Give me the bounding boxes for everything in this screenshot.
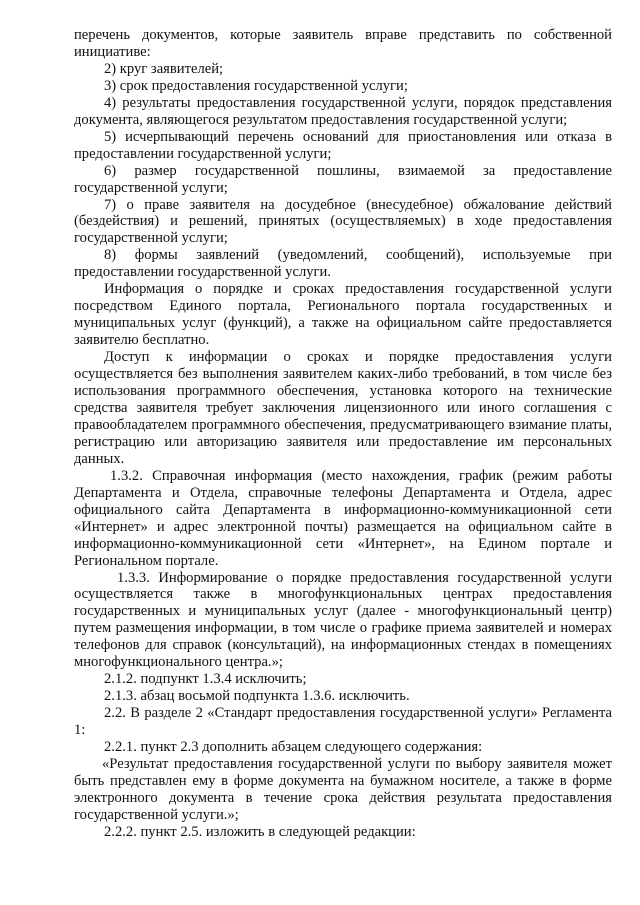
list-item-applicants: 2) круг заявителей; xyxy=(104,60,224,77)
paragraph-portal-information: Информация о порядке и сроках предоставления государственной услуги посредством Единого портала, Регионального портала государственных и муниципальных услуг (функций), а также на официальном сайте предоставляется заявителю бесплатно. xyxy=(74,281,612,349)
list-item-appeal-right: 7) о праве заявителя на досудебное (внесудебное) обжалование действий (бездействия) и решений, принятых (осуществляемых) в ходе предоставления государственной услуги; xyxy=(74,196,612,247)
paragraph-information-access: Доступ к информации о сроках и порядке предоставления услуги осуществляется без выполнения заявителем каких-либо требований, в том числе без использования программного обеспечения, установка которого на технические средства заявителя требует заключения лицензионного или иного соглашения с правообладателем программного обеспечения, предусматривающего взимание платы, регистрацию или авторизацию заявителя или предоставление им персональных данных. xyxy=(74,349,612,467)
paragraph-2-1-2: 2.1.2. подпункт 1.3.4 исключить; xyxy=(104,671,307,688)
paragraph-result-quote: «Результат предоставления государственной услуги по выбору заявителя может быть представлен ему в форме документа на бумажном носителе, а также в форме электронного документа в течение срока действия результата предоставления государственной услуги.»; xyxy=(74,755,612,823)
paragraph-documents-list: перечень документов, которые заявитель вправе представить по собственной инициативе: xyxy=(74,27,612,60)
list-item-state-fee: 6) размер государственной пошлины, взимаемой за предоставление государственной услуги; xyxy=(74,162,612,196)
list-item-service-term: 3) срок предоставления государственной услуги; xyxy=(104,77,408,94)
paragraph-1-3-2-reference-info: 1.3.2. Справочная информация (место нахождения, график (режим работы Департамента и Отдела, справочные телефоны Департамента и Отдела, адрес официального сайта Департамента в информационно-коммуникационной сети «Интернет» и адрес электронной почты) размещается на официальном сайте в информационно-коммуникационной сети «Интернет», на Едином портале и Региональном портале. xyxy=(74,467,612,569)
paragraph-2-2-2: 2.2.2. пункт 2.5. изложить в следующей редакции: xyxy=(104,823,416,840)
list-item-application-forms: 8) формы заявлений (уведомлений, сообщений), используемые при предоставлении государственной услуги. xyxy=(74,247,612,281)
paragraph-2-2-section-2: 2.2. В разделе 2 «Стандарт предоставления государственной услуги» Регламента 1: xyxy=(74,705,612,739)
paragraph-2-2-1: 2.2.1. пункт 2.3 дополнить абзацем следующего содержания: xyxy=(104,739,483,756)
paragraph-2-1-3: 2.1.3. абзац восьмой подпункта 1.3.6. исключить. xyxy=(104,688,410,705)
list-item-refusal-grounds: 5) исчерпывающий перечень оснований для приостановления или отказа в предоставлении государственной услуги; xyxy=(74,128,612,162)
list-item-service-results: 4) результаты предоставления государственной услуги, порядок представления документа, являющегося результатом предоставления государственной услуги; xyxy=(74,94,612,128)
paragraph-1-3-3-mfc-informing: 1.3.3. Информирование о порядке предоставления государственной услуги осуществляется также в многофункциональных центрах предоставления государственных и муниципальных услуг (далее - многофункциональный центр) путем размещения информации, в том числе о графике приема заявителей и номерах телефонов для справок (консультаций), на информационных стендах в помещениях многофункционального центра.»; xyxy=(74,569,612,671)
